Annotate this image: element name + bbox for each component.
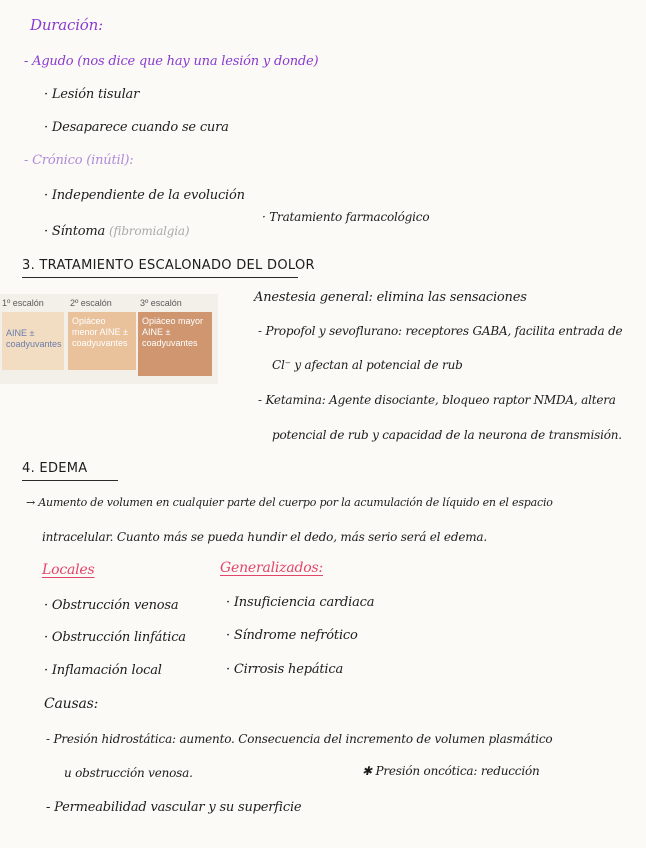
cronico-line: - Crónico (inútil):	[24, 153, 134, 168]
cronico-item-1: · Independiente de la evolución	[44, 188, 245, 203]
escalon-table	[0, 294, 218, 384]
tratamiento-heading: 3. TRATAMIENTO ESCALONADO DEL DOLOR	[22, 258, 315, 273]
locales-item-3: · Inflamación local	[44, 663, 162, 678]
sintoma-label: · Síntoma	[44, 224, 106, 239]
cronico-item-2	[44, 224, 189, 239]
agudo-line: - Agudo (nos dice que hay una lesión y donde)	[24, 54, 319, 69]
locales-title: Locales	[42, 562, 95, 578]
escalon-header-3: 3º escalón	[140, 298, 182, 308]
edema-definition-2: intracelular. Cuanto más se pueda hundir el dedo, más serio será el edema.	[42, 530, 487, 544]
causas-title: Causas:	[44, 696, 99, 712]
edema-definition-1: → Aumento de volumen en cualquier parte del cuerpo por la acumulación de líquido en el espacio	[26, 496, 553, 509]
duracion-title: Duración:	[30, 16, 103, 34]
tratamiento-heading-underline	[22, 277, 298, 278]
propofol-line-1: - Propofol y sevoflurano: receptores GABA, facilita entrada de	[258, 324, 623, 338]
escalon-header-2: 2º escalón	[70, 298, 112, 308]
escalon-header-1: 1º escalón	[2, 298, 44, 308]
escalon-cell-1: AINE ± coadyuvantes	[2, 312, 64, 370]
generalizados-title: Generalizados:	[220, 560, 323, 576]
locales-item-2: · Obstrucción linfática	[44, 630, 186, 645]
generalizados-item-1: · Insuficiencia cardiaca	[226, 595, 375, 610]
edema-heading-underline	[22, 480, 118, 481]
escalon-cell-3: Opiáceo mayor AINE ± coadyuvantes	[138, 312, 212, 376]
oncotica-note: ✱ Presión oncótica: reducción	[362, 764, 540, 778]
presion-line-1: - Presión hidrostática: aumento. Consecuencia del incremento de volumen plasmático	[46, 732, 553, 746]
agudo-item-2: · Desaparece cuando se cura	[44, 120, 229, 135]
permeabilidad-line: - Permeabilidad vascular y su superficie	[46, 800, 302, 815]
ketamina-line-2: potencial de rub y capacidad de la neurona de transmisión.	[272, 428, 622, 442]
generalizados-item-2: · Síndrome nefrótico	[226, 628, 358, 643]
sintoma-note: (fibromialgia)	[108, 224, 190, 238]
locales-item-1: · Obstrucción venosa	[44, 598, 179, 613]
ketamina-line-1: - Ketamina: Agente disociante, bloqueo raptor NMDA, altera	[258, 393, 616, 407]
edema-heading: 4. EDEMA	[22, 461, 88, 476]
agudo-item-1: · Lesión tisular	[44, 87, 140, 102]
escalon-cell-2: Opiáceo menor AINE ± coadyuvantes	[68, 312, 136, 370]
anestesia-line: Anestesia general: elimina las sensaciones	[254, 290, 527, 305]
presion-line-2: u obstrucción venosa.	[64, 766, 193, 780]
propofol-line-2: Cl⁻ y afectan al potencial de rub	[272, 358, 463, 372]
tratamiento-note: · Tratamiento farmacológico	[262, 210, 430, 224]
generalizados-item-3: · Cirrosis hepática	[226, 662, 344, 677]
